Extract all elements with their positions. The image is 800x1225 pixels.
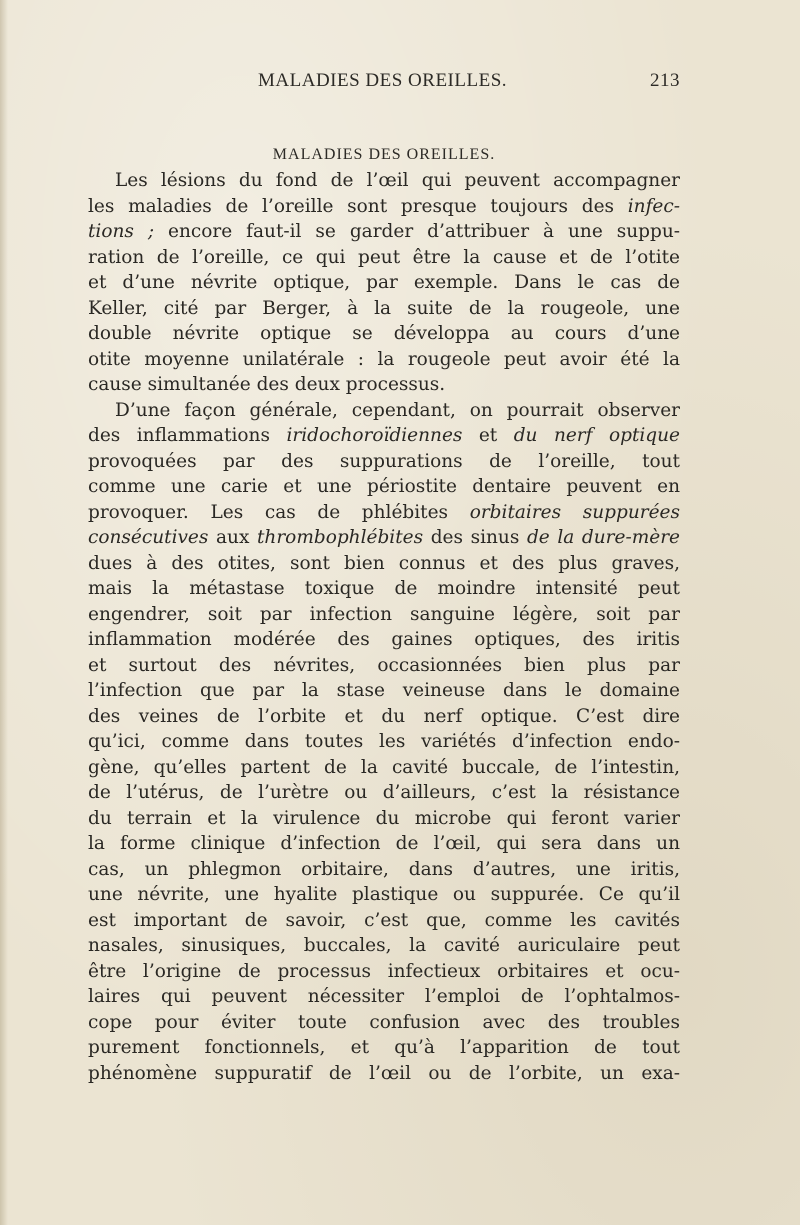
text-line: purement fonctionnels, et qu’à l’apparition de tout [88, 1037, 680, 1058]
text-line: D’une façon générale, cependant, on pourrait observer [115, 399, 680, 421]
text-line: engendrer, soit par infection sanguine légère, soit par [88, 603, 680, 625]
text-line: cause simultanée des deux processus. [88, 374, 446, 395]
text-line: comme une carie et une périostite dentaire peuvent en [88, 476, 680, 497]
text-line: mais la métastase toxique de moindre intensité peut [88, 578, 680, 599]
text-line: provoquées par des suppurations de l’oreille, tout [88, 450, 680, 472]
text-line: des veines de l’orbite et du nerf optique. C’est dire [88, 705, 680, 727]
text-line: otite moyenne unilatérale : la rougeole peut avoir été la [88, 348, 680, 370]
text-line: ration de l’oreille, ce qui peut être la cause et de l’otite [88, 246, 680, 268]
text-line: la forme clinique d’infection de l’œil, qui sera dans un [88, 833, 680, 854]
text-line: et surtout des névrites, occasionnées bien plus par [88, 654, 680, 676]
page-gutter-shadow [0, 0, 8, 1225]
text-line: des inflammations iridochoroïdiennes et du nerf optique [88, 425, 680, 446]
text-line: Les lésions du fond de l’œil qui peuvent accompagner [115, 170, 680, 191]
text-line: nasales, sinusiques, buccales, la cavité auriculaire peut [88, 935, 680, 956]
text-line: qu’ici, comme dans toutes les variétés d’infection endo- [88, 731, 680, 752]
section-title: MALADIES DES OREILLES. [272, 146, 496, 163]
text-line: cas, un phlegmon orbitaire, dans d’autres, une iritis, [88, 858, 680, 880]
text-line: Keller, cité par Berger, à la suite de la rougeole, une [88, 297, 680, 319]
text-line: être l’origine de processus infectieux orbitaires et ocu- [88, 960, 680, 982]
text-line: phénomène suppuratif de l’œil ou de l’orbite, un exa- [88, 1062, 680, 1084]
text-line: les maladies de l’oreille sont presque toujours des infec- [88, 195, 680, 217]
text-line: de l’utérus, de l’urètre ou d’ailleurs, c’est la résistance [88, 782, 680, 803]
text-line: une névrite, une hyalite plastique ou suppurée. Ce qu’il [88, 884, 680, 905]
text-line: gène, qu’elles partent de la cavité buccale, de l’intestin, [88, 756, 680, 778]
text-line: cope pour éviter toute confusion avec des troubles [88, 1011, 680, 1033]
running-title: MALADIES DES OREILLES. [258, 70, 508, 91]
body-text [88, 168, 680, 1086]
running-head [88, 70, 680, 100]
text-line: double névrite optique se développa au cours d’une [88, 323, 680, 344]
text-line: inflammation modérée des gaines optiques, des iritis [88, 629, 680, 650]
text-line: est important de savoir, c’est que, comme les cavités [88, 909, 680, 931]
text-line: consécutives aux thrombophlébites des sinus de la dure-mère [88, 527, 680, 548]
text-line: dues à des otites, sont bien connus et des plus graves, [88, 552, 680, 574]
text-line: provoquer. Les cas de phlébites orbitaires suppurées [88, 501, 680, 523]
text-line: tions ; encore faut-il se garder d’attribuer à une suppu- [88, 221, 680, 242]
text-line: laires qui peuvent nécessiter l’emploi de l’ophtalmos- [88, 986, 680, 1007]
text-line: l’infection que par la stase veineuse dans le domaine [88, 680, 680, 701]
text-line: du terrain et la virulence du microbe qui feront varier [88, 807, 680, 829]
page-number: 213 [650, 70, 680, 91]
text-line: et d’une névrite optique, par exemple. Dans le cas de [88, 272, 680, 293]
